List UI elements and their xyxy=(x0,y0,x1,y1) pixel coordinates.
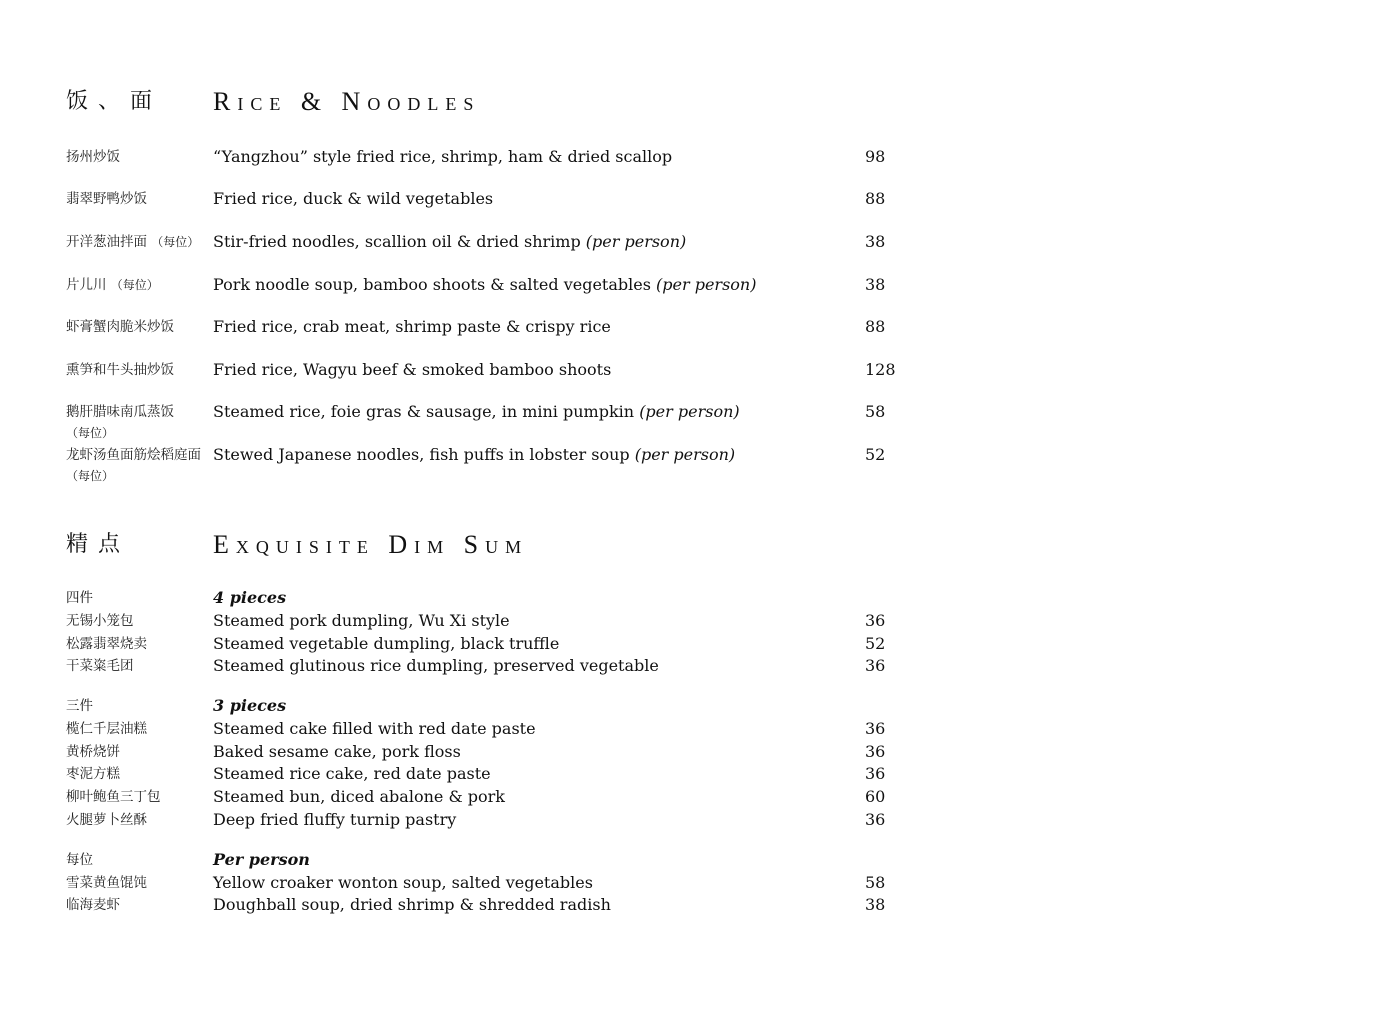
item-name-zh: 翡翠野鸭炒饭 xyxy=(66,191,147,207)
menu-item xyxy=(0,763,1400,785)
item-name-en: Pork noodle soup, bamboo shoots & salted vegetables (per person) xyxy=(213,275,757,294)
menu-item xyxy=(0,359,1400,381)
menu-item xyxy=(0,718,1400,740)
group-heading-per-person xyxy=(0,849,1400,871)
item-name-en: Stewed Japanese noodles, fish puffs in lobster soup (per person) xyxy=(213,445,736,464)
item-name-zh: 雪菜黄鱼馄饨 xyxy=(66,875,147,891)
section-title-zh: 精点 xyxy=(66,532,131,557)
item-name-en: Yellow croaker wonton soup, salted vegetables xyxy=(213,873,593,892)
item-name-zh: 扬州炒饭 xyxy=(66,149,120,165)
item-name-zh: 片儿川 （每位） xyxy=(66,277,159,293)
item-price: 58 xyxy=(865,873,886,892)
item-price: 98 xyxy=(865,147,886,166)
item-name-en: Steamed rice, foie gras & sausage, in mini pumpkin (per person) xyxy=(213,402,740,421)
menu-item xyxy=(0,401,1400,440)
item-name-zh: 榄仁千层油糕 xyxy=(66,721,147,737)
item-name-en: Stir-fried noodles, scallion oil & dried shrimp (per person) xyxy=(213,232,687,251)
menu-item xyxy=(0,444,1400,483)
item-price: 52 xyxy=(865,445,886,464)
item-name-en: Doughball soup, dried shrimp & shredded radish xyxy=(213,895,611,914)
item-note-zh: （每位） xyxy=(66,469,115,483)
item-name-en: Steamed bun, diced abalone & pork xyxy=(213,787,505,806)
menu-item xyxy=(0,188,1400,210)
menu-item xyxy=(0,786,1400,808)
item-name-en: “Yangzhou” style fried rice, shrimp, ham & dried scallop xyxy=(213,147,673,166)
menu-item xyxy=(0,610,1400,632)
item-name-en: Baked sesame cake, pork floss xyxy=(213,742,461,761)
item-name-zh: 熏笋和牛头抽炒饭 xyxy=(66,362,174,378)
item-price: 38 xyxy=(865,895,886,914)
item-name-en: Steamed pork dumpling, Wu Xi style xyxy=(213,611,510,630)
item-name-zh: 开洋葱油拌面 （每位） xyxy=(66,234,200,250)
item-name-zh: 松露翡翠烧卖 xyxy=(66,636,147,652)
item-name-en: Steamed glutinous rice dumpling, preserved vegetable xyxy=(213,656,659,675)
menu-item xyxy=(0,741,1400,763)
item-price: 36 xyxy=(865,764,886,783)
item-note-zh: （每位） xyxy=(110,278,159,292)
item-price: 36 xyxy=(865,810,886,829)
item-name-en: Steamed cake filled with red date paste xyxy=(213,719,536,738)
item-name-zh: 虾膏蟹肉脆米炒饭 xyxy=(66,319,174,335)
item-note-en: (per person) xyxy=(656,275,757,294)
item-name-zh: 枣泥方糕 xyxy=(66,766,120,782)
item-name-zh: 临海麦虾 xyxy=(66,897,120,913)
item-name-en: Fried rice, crab meat, shrimp paste & crispy rice xyxy=(213,317,611,336)
menu-item xyxy=(0,872,1400,894)
item-price: 38 xyxy=(865,275,886,294)
group-label-zh: 每位 xyxy=(66,852,93,868)
group-heading-3-pieces xyxy=(0,695,1400,717)
group-label-zh: 三件 xyxy=(66,698,93,714)
item-name-zh: 无锡小笼包 xyxy=(66,613,134,629)
item-price: 88 xyxy=(865,189,886,208)
group-label-en: 4 pieces xyxy=(213,588,287,607)
item-name-zh: 龙虾汤鱼面筋烩稻庭面 （每位） xyxy=(66,447,201,483)
menu-item xyxy=(0,809,1400,831)
item-name-zh: 火腿萝卜丝酥 xyxy=(66,812,147,828)
item-name-zh: 柳叶鲍鱼三丁包 xyxy=(66,789,161,805)
item-name-zh: 鹅肝腊味南瓜蒸饭 （每位） xyxy=(66,404,174,440)
item-name-en: Fried rice, Wagyu beef & smoked bamboo shoots xyxy=(213,360,612,379)
item-name-zh: 干菜粢毛团 xyxy=(66,658,134,674)
item-name-zh: 黄桥烧饼 xyxy=(66,744,120,760)
item-price: 36 xyxy=(865,656,886,675)
item-price: 36 xyxy=(865,742,886,761)
section-dim-sum xyxy=(0,525,1400,565)
item-name-en: Fried rice, duck & wild vegetables xyxy=(213,189,494,208)
menu-item xyxy=(0,231,1400,253)
group-heading-4-pieces xyxy=(0,587,1400,609)
item-price: 38 xyxy=(865,232,886,251)
item-note-en: (per person) xyxy=(585,232,687,251)
item-price: 36 xyxy=(865,611,886,630)
item-price: 52 xyxy=(865,634,886,653)
item-note-zh: （每位） xyxy=(66,426,115,440)
group-label-en: Per person xyxy=(213,850,310,869)
item-price: 128 xyxy=(865,360,896,379)
section-title-zh: 饭、面 xyxy=(66,89,163,114)
item-name-en: Steamed vegetable dumpling, black truffle xyxy=(213,634,560,653)
section-title-en: Rice & Noodles xyxy=(213,87,481,116)
item-name-en: Deep fried fluffy turnip pastry xyxy=(213,810,457,829)
group-label-zh: 四件 xyxy=(66,590,93,606)
item-name-en: Steamed rice cake, red date paste xyxy=(213,764,491,783)
menu-item xyxy=(0,146,1400,168)
item-note-en: (per person) xyxy=(634,445,736,464)
item-price: 36 xyxy=(865,719,886,738)
item-price: 58 xyxy=(865,402,886,421)
item-note-zh: （每位） xyxy=(151,235,200,249)
item-note-en: (per person) xyxy=(639,402,740,421)
menu-item xyxy=(0,633,1400,655)
section-title-en: Exquisite Dim Sum xyxy=(213,530,529,559)
item-price: 88 xyxy=(865,317,886,336)
menu-item xyxy=(0,655,1400,677)
menu-item xyxy=(0,316,1400,338)
item-price: 60 xyxy=(865,787,886,806)
menu-item xyxy=(0,894,1400,916)
menu-item xyxy=(0,274,1400,296)
section-rice-noodles xyxy=(0,82,1400,122)
group-label-en: 3 pieces xyxy=(213,696,287,715)
